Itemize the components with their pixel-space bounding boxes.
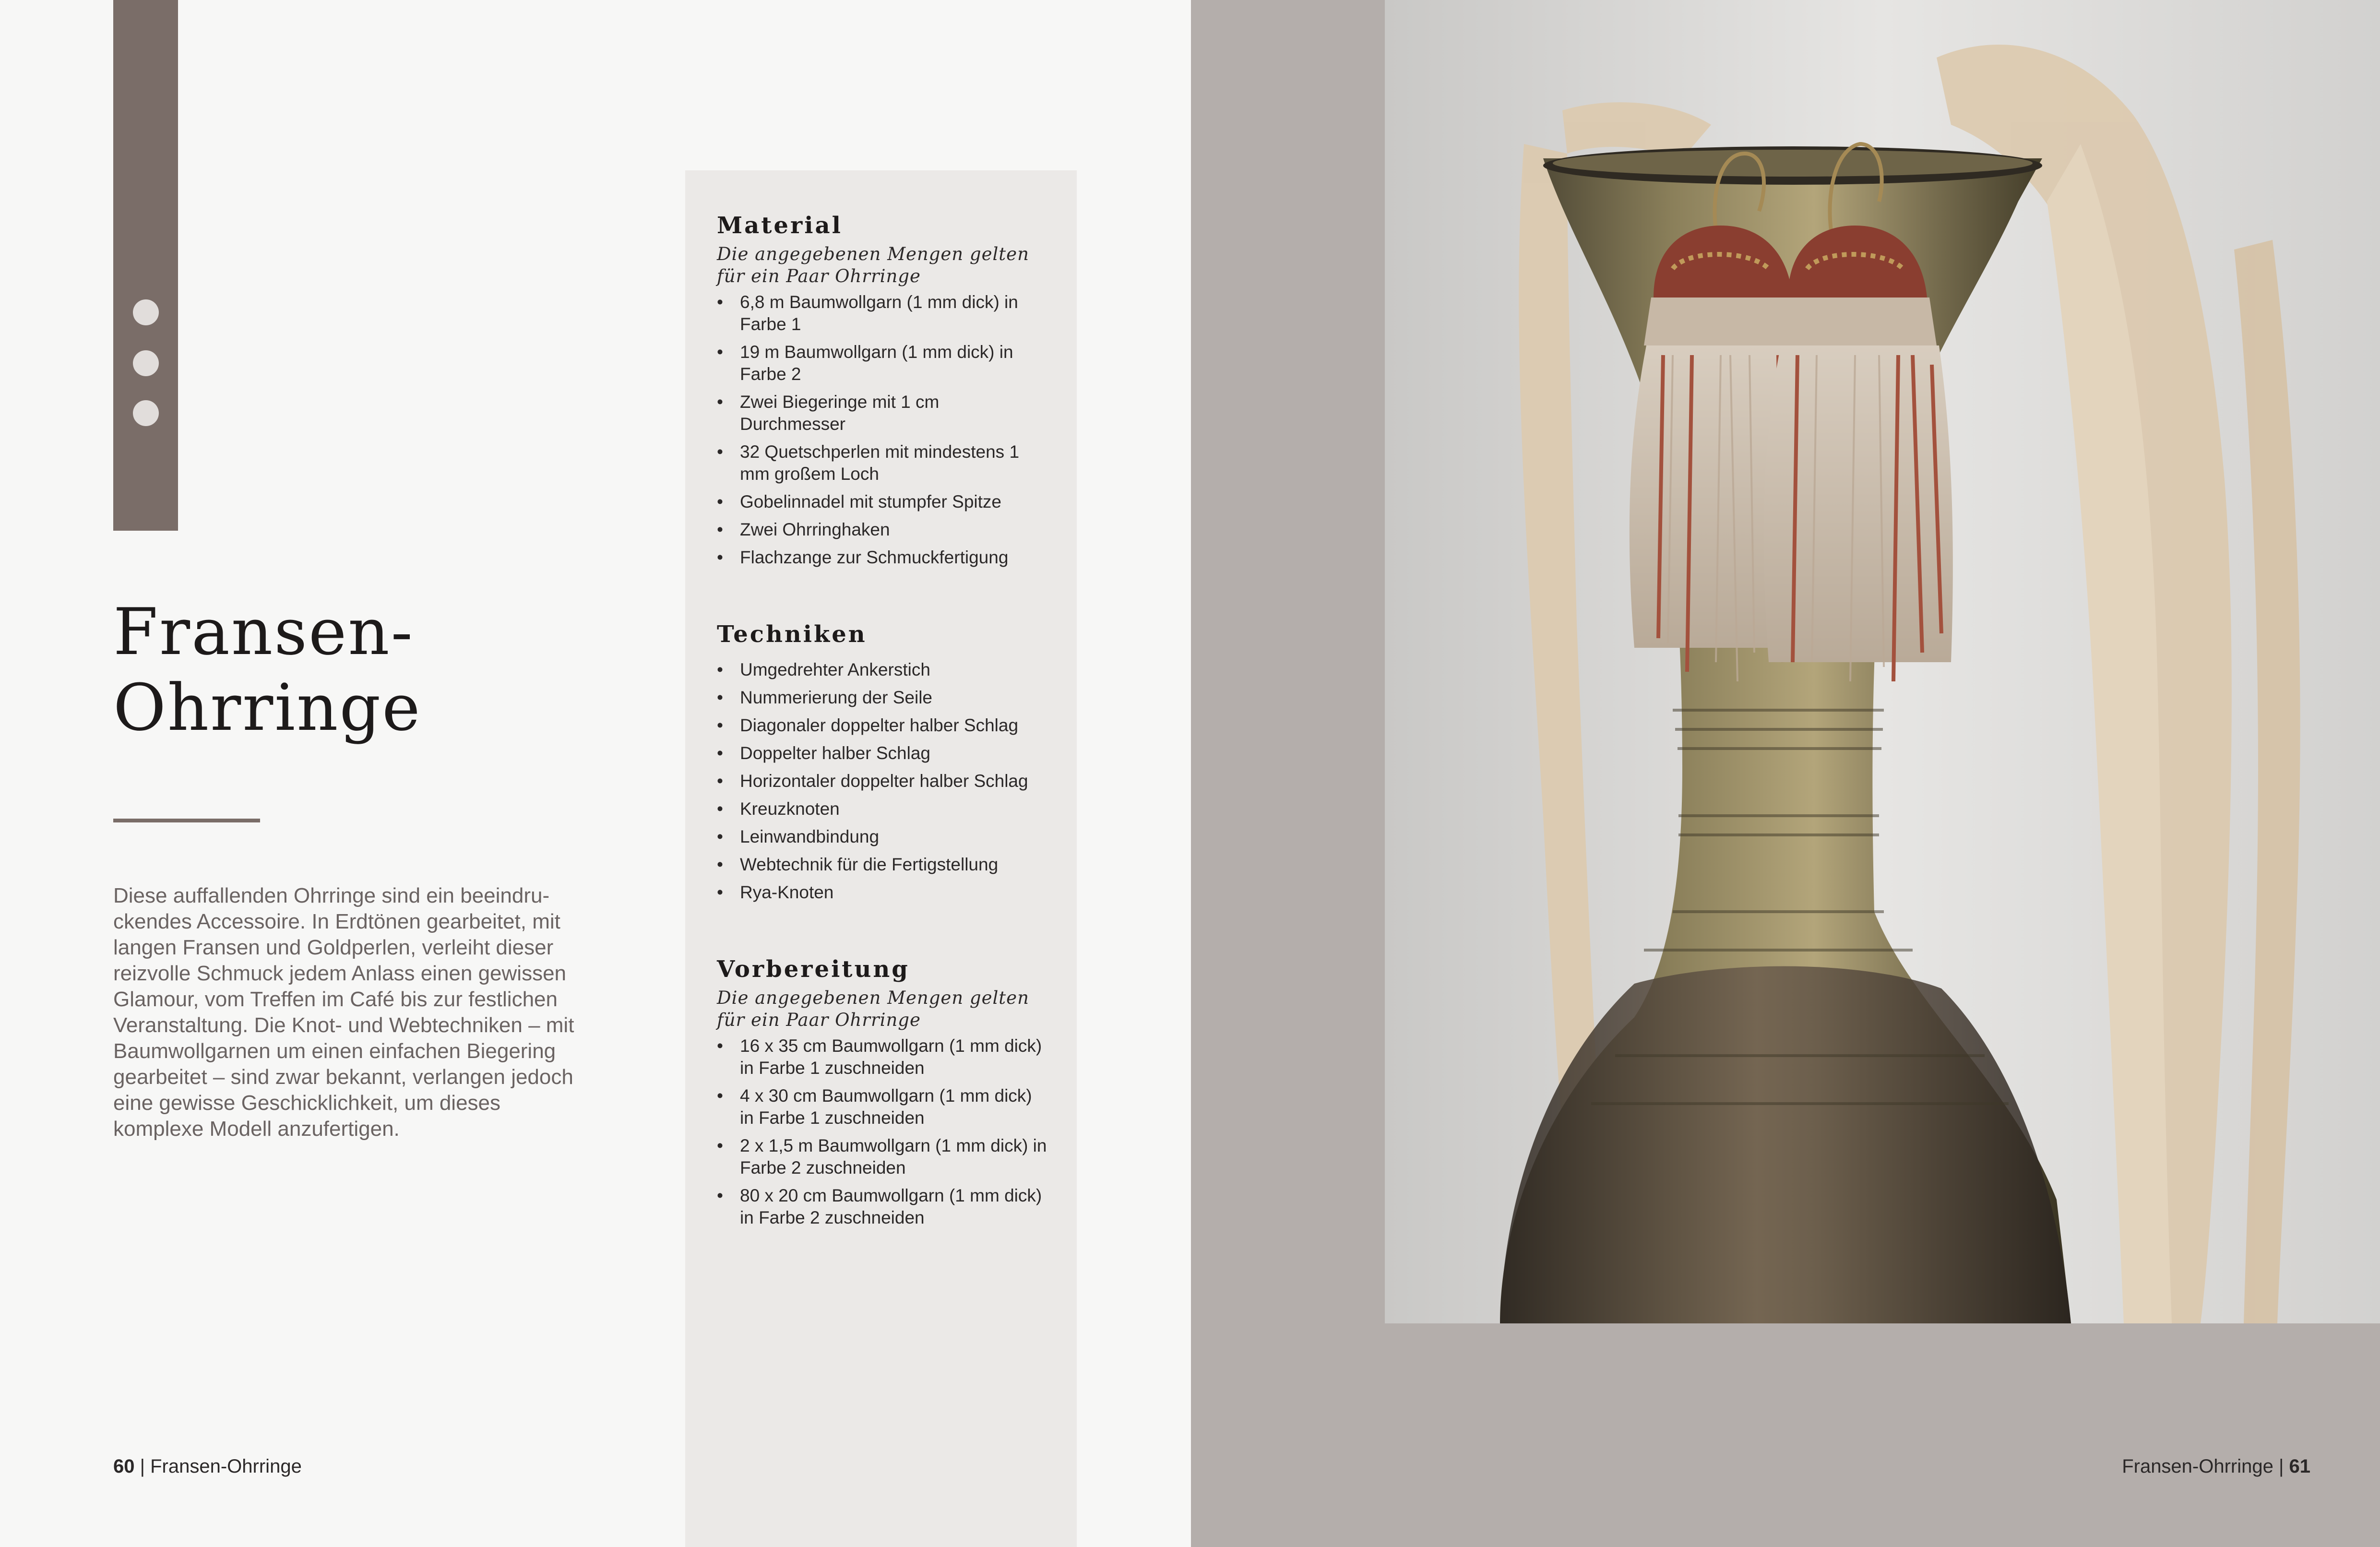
list-item: • Webtechnik für die Fertigstellung <box>717 854 1048 876</box>
earring-right <box>1764 226 1953 681</box>
list-item: • Zwei Biegeringe mit 1 cm Durchmesser <box>717 391 1048 435</box>
material-note: Die angegebenen Mengen gelten für ein Paar Ohrringe <box>717 244 1029 286</box>
material-list <box>717 291 1048 569</box>
title-line-2: Ohrringe <box>113 670 422 745</box>
page-number: 61 <box>2289 1456 2310 1477</box>
list-item: • Diagonaler doppelter halber Schlag <box>717 714 1048 737</box>
list-item: • 6,8 m Baumwollgarn (1 mm dick) in Farbe 1 <box>717 291 1048 335</box>
title-divider <box>113 819 260 822</box>
folio-separator: | <box>134 1456 151 1477</box>
techniken-heading: Techniken <box>717 621 867 648</box>
title-line-1: Fransen- <box>113 595 414 669</box>
list-item: • 19 m Baumwollgarn (1 mm dick) in Farbe 2 <box>717 341 1048 385</box>
decorative-dot <box>133 400 159 426</box>
material-heading: Material <box>717 212 843 239</box>
folio-title: Fransen-Ohrringe <box>150 1456 302 1477</box>
list-item: • Zwei Ohrringhaken <box>717 519 1048 541</box>
list-item: • 80 x 20 cm Baumwollgarn (1 mm dick) in Farbe 2 zuschneiden <box>717 1185 1048 1229</box>
decorative-dot <box>133 350 159 376</box>
list-item: • Rya-Knoten <box>717 881 1048 904</box>
list-item: • Doppelter halber Schlag <box>717 742 1048 764</box>
materials-sidebar <box>685 170 1077 1547</box>
vorbereitung-heading: Vorbereitung <box>717 956 910 983</box>
product-photo <box>1385 0 2380 1323</box>
folio-left <box>113 1456 302 1477</box>
vorbereitung-list <box>717 1035 1048 1229</box>
list-item: • 16 x 35 cm Baumwollgarn (1 mm dick) in Farbe 1 zuschneiden <box>717 1035 1048 1079</box>
page-number: 60 <box>113 1456 135 1477</box>
photo-illustration <box>1385 0 2380 1323</box>
folio-separator: | <box>2273 1456 2289 1477</box>
techniken-list <box>717 659 1048 904</box>
vorbereitung-note: Die angegebenen Mengen gelten für ein Paar Ohrringe <box>717 988 1029 1030</box>
list-item: • 32 Quetschperlen mit mindestens 1 mm großem Loch <box>717 441 1048 485</box>
list-item: • Umgedrehter Ankerstich <box>717 659 1048 681</box>
list-item: • Nummerierung der Seile <box>717 687 1048 709</box>
list-item: • Horizontaler doppelter halber Schlag <box>717 770 1048 792</box>
decorative-dot <box>133 299 159 325</box>
list-item: • Leinwandbindung <box>717 826 1048 848</box>
list-item: • Kreuzknoten <box>717 798 1048 820</box>
page-title <box>113 594 422 746</box>
folio-title: Fransen-Ohrringe <box>2122 1456 2273 1477</box>
accent-bar <box>113 0 178 531</box>
folio-right <box>2122 1456 2310 1477</box>
list-item: • Flachzange zur Schmuckfertigung <box>717 547 1048 569</box>
list-item: • 4 x 30 cm Baumwollgarn (1 mm dick) in Farbe 1 zuschneiden <box>717 1085 1048 1129</box>
list-item: • 2 x 1,5 m Baumwollgarn (1 mm dick) in Farbe 2 zuschneiden <box>717 1135 1048 1179</box>
intro-paragraph: Diese auffallenden Ohrringe sind ein beeindruckendes Accessoire. In Erdtönen gearbeitet, mit langen Fransen und Goldperlen, verleiht dieser reizvolle Schmuck jedem Anlass einen gewissen Glamour, vom Treffen im Café bis zur festlichen Veranstaltung. Die Knot- und Webtechniken – mit Baumwollgarnen um einen einfachen Biegering gearbeitet – sind zwar bekannt, verlangen jedoch eine gewisse Geschicklichkeit, um dieses komplexe Modell anzufertigen. <box>113 884 574 1141</box>
list-item: • Gobelinnadel mit stumpfer Spitze <box>717 491 1048 513</box>
